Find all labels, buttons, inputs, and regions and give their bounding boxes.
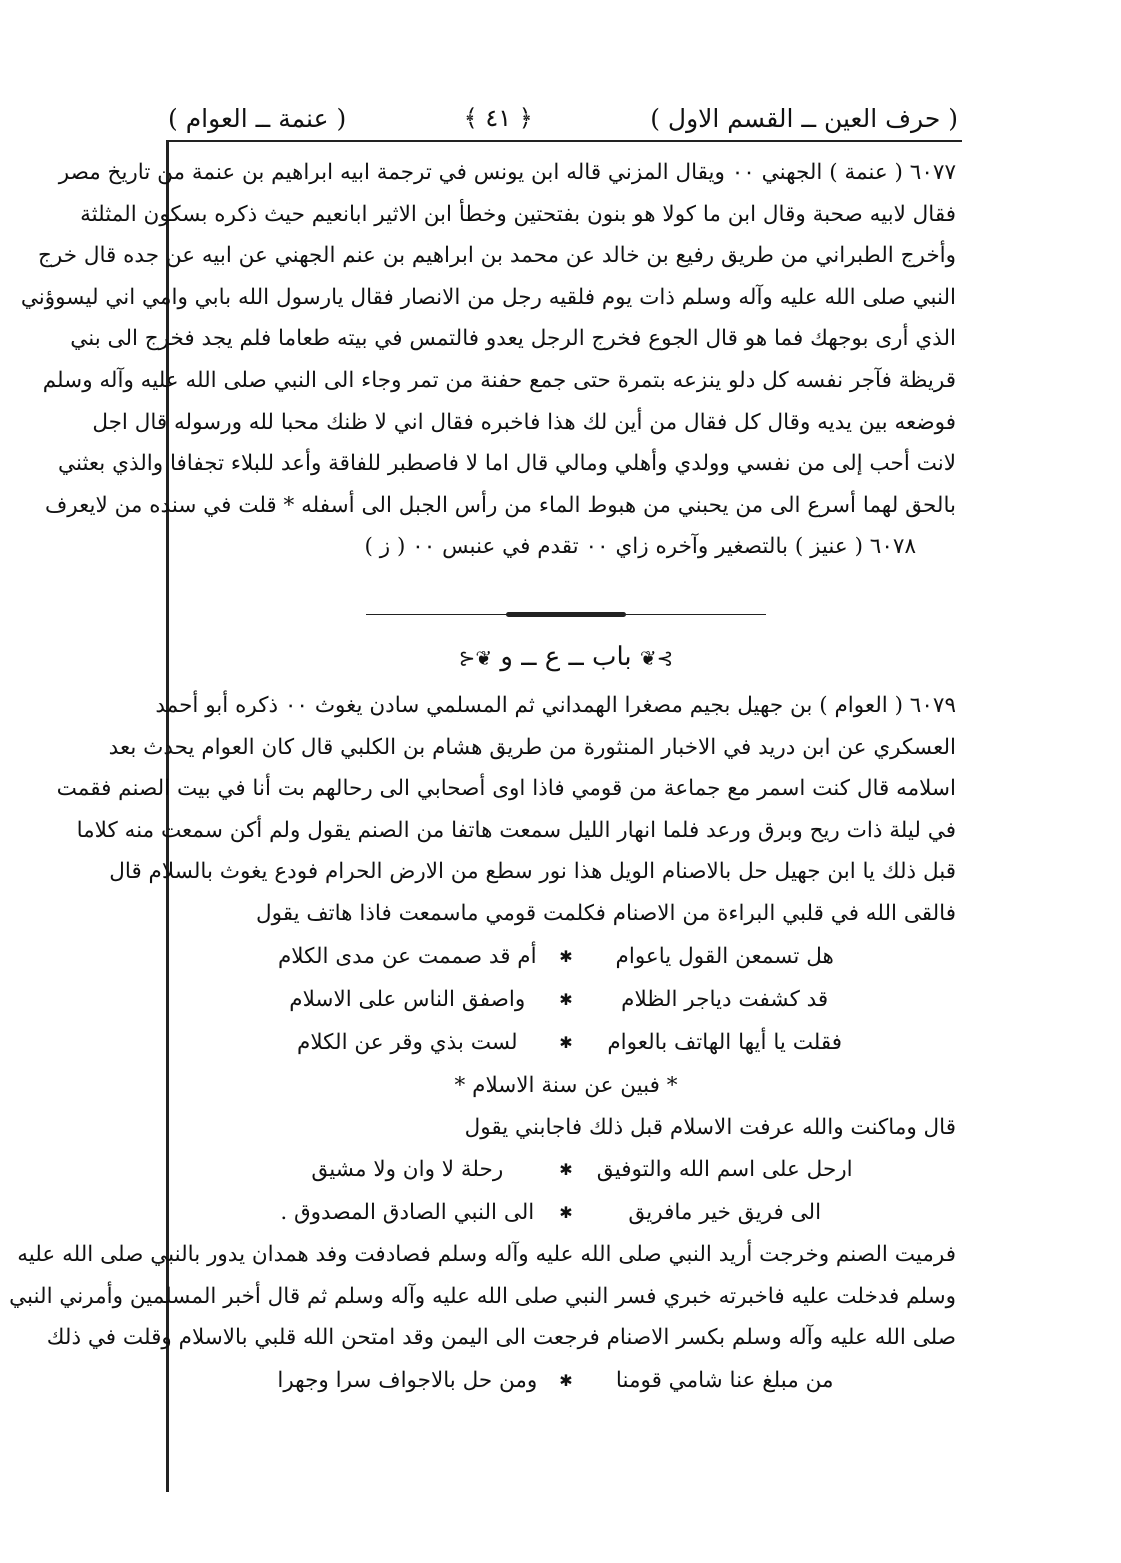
star-separator: ✱ xyxy=(559,1203,573,1223)
text-line: وأخرج الطبراني من طريق رفيع بن خالد عن محمد بن ابراهيم بن عنم الجهني عن ابيه عن جده قال خرج xyxy=(38,243,956,269)
verse-hemistich: ومن حل بالاجواف سرا وجهرا xyxy=(277,1367,538,1393)
text-line: فقال لابيه صحبة وقال ابن ما كولا هو بنون بفتحتين وخطأ ابن الاثير ابانعيم حيث ذكره بسكون المثلثة xyxy=(80,201,956,227)
verse-hemistich: لست بذي وقر عن الكلام xyxy=(297,1029,518,1055)
text-line: لانت أحب إلى من نفسي وولدي وأهلي ومالي قال اما لا فاصطبر للفاقة وأعد للبلاء تجفافا والذي بعثني xyxy=(58,451,956,477)
page-number: ﴿ ٤١ ﴾ xyxy=(463,104,533,132)
text-line: قبل ذلك يا ابن جهيل حل بالاصنام الويل هذا نور سطع من الارض الحرام فودع يغوث بالسلام قال xyxy=(109,859,956,885)
poem-verse xyxy=(176,1148,956,1191)
star-separator: ✱ xyxy=(559,989,573,1009)
verse-hemistich: قد كشفت دياجر الظلام xyxy=(621,986,829,1012)
verse-hemistich: هل تسمعن القول ياعوام xyxy=(615,943,834,969)
poem-verse xyxy=(176,1191,956,1234)
poem-verse xyxy=(176,935,956,978)
narrative-paragraph xyxy=(9,1234,956,1359)
ornament-right: ⊱❦ xyxy=(639,645,674,670)
verse-hemistich: فقلت يا أيها الهاتف بالعوام xyxy=(607,1029,843,1055)
verse-hemistich: ارحل على اسم الله والتوفيق xyxy=(596,1157,853,1183)
verse-hemistich: أم قد صممت عن مدى الكلام xyxy=(277,943,537,969)
text-line: بالحق لهما أسرع الى من يحبني من هبوط الماء من رأس الجبل الى أسفله * قلت في سنده من لايعرف xyxy=(44,492,956,518)
entry-6079 xyxy=(56,685,956,935)
page-body xyxy=(9,152,956,1402)
text-line: فالقى الله في قلبي البراءة من الاصنام فكلمت قومي ماسمعت فاذا هاتف يقول xyxy=(255,900,956,926)
chapter-title: باب ــ ع ــ و xyxy=(500,641,632,672)
star-separator: ✱ xyxy=(559,1160,573,1180)
text-line: في ليلة ذات ريح وبرق ورعد فلما انهار الليل سمعت هاتفا من الصنم يقول ولم أكن سمعت منه كلاما xyxy=(76,817,956,843)
text-line: ٦٠٧٨ ( عنيز ) بالتصغير وآخره زاي ٠٠ تقدم في عنبس ٠٠ ( ز ) xyxy=(364,534,916,560)
poem-verse xyxy=(176,1021,956,1064)
star-separator: ✱ xyxy=(559,1370,573,1390)
poem-verse-tail xyxy=(176,1064,956,1107)
text-line: العسكري عن ابن دريد في الاخبار المنثورة من طريق هشام بن الكلبي قال كان العوام يحدث بعد xyxy=(108,734,956,760)
poem-2 xyxy=(176,1148,956,1234)
entry-6077 xyxy=(20,152,956,526)
text-line: الذي أرى بوجهك فما هو قال الجوع فخرج الرجل يعدو فالتمس في بيته طعاما فلم يجد فخرج الى بني xyxy=(70,326,956,352)
verse-hemistich: الى النبي الصادق المصدوق . xyxy=(280,1200,535,1226)
poem-3 xyxy=(176,1359,956,1402)
page-header xyxy=(168,98,958,138)
star-separator: ✱ xyxy=(559,1032,573,1052)
verse-hemistich: واصفق الناس على الاسلام xyxy=(289,986,526,1012)
text-line: وسلم فدخلت عليه فاخبرته خبري فسر النبي صلى الله عليه وآله وسلم ثم قال أخبر المسلمين وأمرني النبي xyxy=(9,1283,956,1309)
poem-1 xyxy=(176,935,956,1107)
chapter-heading xyxy=(176,636,956,679)
verse-tail: * فبين عن سنة الاسلام * xyxy=(454,1072,678,1098)
entry-6078 xyxy=(176,526,956,568)
section-divider xyxy=(366,612,766,618)
narrative-line xyxy=(176,1107,956,1149)
text-line: ٦٠٧٩ ( العوام ) بن جهيل بجيم مصغرا الهمداني ثم المسلمي سادن يغوث ٠٠ ذكره أبو أحمد xyxy=(155,692,956,718)
poem-verse xyxy=(176,978,956,1021)
text-line: قريظة فآجر نفسه كل دلو ينزعه بتمرة حتى جمع حفنة من تمر وجاء الى النبي صلى الله عليه وآله وسلم xyxy=(42,367,956,393)
header-left-title: ( عنمة ــ العوام ) xyxy=(168,103,347,133)
text-line: النبي صلى الله عليه وآله وسلم ذات يوم فلقيه رجل من الانصار فقال يارسول الله بابي وامي اني ليسوؤني xyxy=(20,284,956,310)
text-line: قال وماكنت والله عرفت الاسلام قبل ذلك فاجابني يقول xyxy=(464,1114,956,1140)
verse-hemistich: رحلة لا وان ولا مشيق xyxy=(311,1157,504,1183)
poem-verse xyxy=(176,1359,956,1402)
text-line: صلى الله عليه وآله وسلم بكسر الاصنام فرجعت الى اليمن وقد امتحن الله قلبي بالاسلام وقلت في ذلك xyxy=(46,1325,956,1351)
header-right-title: ( حرف العين ــ القسم الاول ) xyxy=(650,103,958,133)
text-line: فوضعه بين يديه وقال كل فقال من أين لك هذا فاخبره فقال اني لا ظنك محبا لله ورسوله قال اجل xyxy=(92,409,956,435)
star-separator: ✱ xyxy=(559,946,573,966)
ornament-left: ❦⊰ xyxy=(458,645,493,670)
text-line: فرميت الصنم وخرجت أريد النبي صلى الله عليه وآله وسلم فصادفت وفد همدان يدور بالنبي صلى الله عليه xyxy=(17,1242,956,1268)
verse-hemistich: من مبلغ عنا شامي قومنا xyxy=(615,1367,834,1393)
text-line: ٦٠٧٧ ( عنمة ) الجهني ٠٠ ويقال المزني قاله ابن يونس في ترجمة ابيه ابراهيم بن عنمة من تاريخ مصر xyxy=(58,160,956,185)
text-line: اسلامه قال كنت اسمر مع جماعة من قومي فاذا اوى أصحابي الى رحالهم بت أنا في بيت الصنم فقمت xyxy=(56,776,956,802)
verse-hemistich: الى فريق خير مافريق xyxy=(628,1200,822,1226)
